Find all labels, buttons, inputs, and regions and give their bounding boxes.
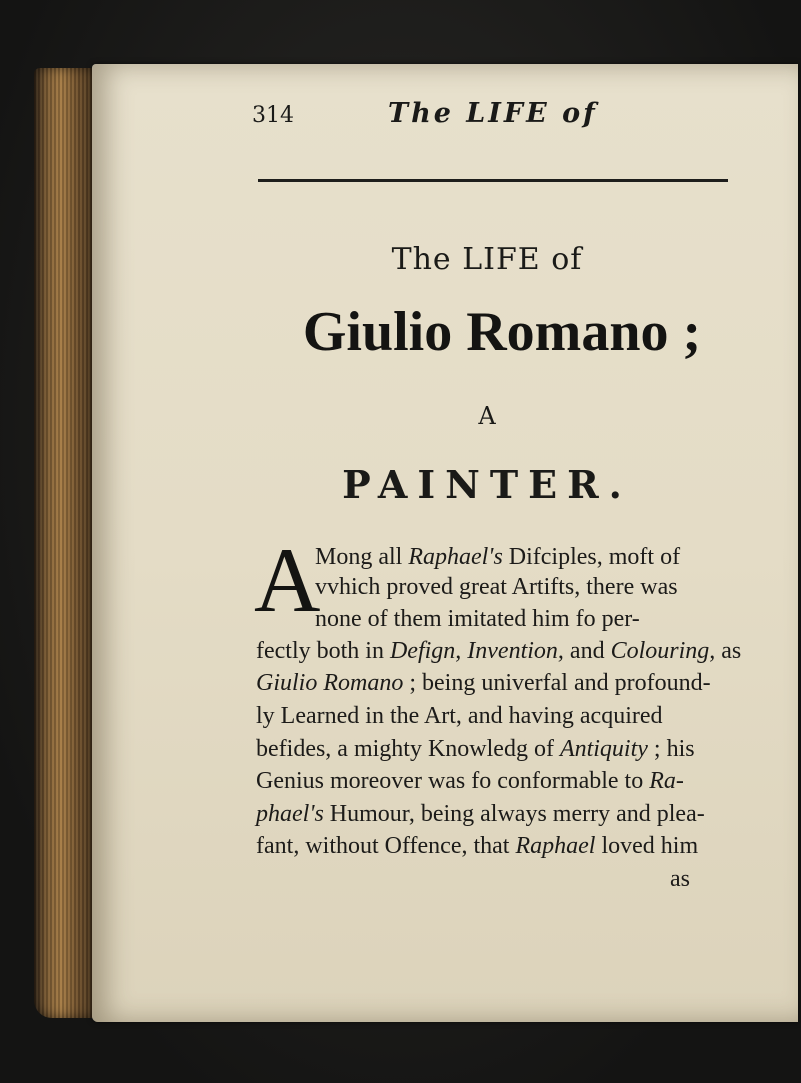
- text-segment: fectly both in: [256, 638, 390, 664]
- text-segment: as: [670, 866, 690, 892]
- text-segment: fant, without Offence, that: [256, 833, 516, 859]
- subject-name: Giulio Romano ;: [302, 301, 702, 363]
- text-segment: Difciples, moft of: [502, 544, 681, 570]
- text-segment: Mong all: [315, 544, 409, 570]
- body-line: [315, 572, 678, 602]
- italic-text-segment: Defign, Invention,: [389, 638, 564, 664]
- header-rule: [258, 179, 728, 182]
- drop-cap: A: [254, 529, 321, 631]
- profession-heading: PAINTER.: [342, 462, 632, 507]
- body-line: [256, 766, 684, 796]
- text-segment: as: [715, 638, 742, 664]
- text-segment: loved him: [595, 833, 699, 859]
- italic-text-segment: Ra-: [649, 768, 684, 794]
- italic-text-segment: Raphael's: [408, 544, 503, 570]
- body-line: [256, 799, 705, 829]
- text-segment: Genius moreover was fo conformable to: [256, 768, 650, 794]
- body-line: [256, 831, 698, 861]
- text-segment: befides, a mighty Knowledg of: [256, 736, 560, 762]
- catchword: [670, 864, 690, 894]
- italic-text-segment: Antiquity: [559, 736, 648, 762]
- italic-text-segment: Colouring,: [610, 638, 716, 664]
- text-segment: ; being univerfal and profound-: [403, 670, 711, 696]
- chapter-title: The LIFE of: [391, 242, 583, 277]
- page-number: 314: [252, 103, 294, 128]
- body-line: [256, 636, 741, 666]
- body-line: [256, 668, 711, 698]
- text-segment: ly Learned in the Art, and having acquired: [256, 703, 663, 729]
- text-segment: Humour, being always merry and plea-: [323, 801, 705, 827]
- text-segment: vvhich proved great Artifts, there was: [315, 574, 678, 600]
- italic-text-segment: phael's: [256, 801, 324, 827]
- text-segment: and: [563, 638, 611, 664]
- italic-text-segment: Raphael: [515, 833, 596, 859]
- body-line: [315, 542, 680, 572]
- body-line: [256, 734, 695, 764]
- running-head: The LIFE of: [388, 98, 598, 129]
- italic-text-segment: Giulio Romano: [256, 670, 404, 696]
- text-segment: ; his: [647, 736, 695, 762]
- article-word: A: [478, 402, 496, 430]
- text-segment: none of them imitated him fo per-: [315, 606, 640, 632]
- body-line: [256, 701, 663, 731]
- body-line: [315, 604, 640, 634]
